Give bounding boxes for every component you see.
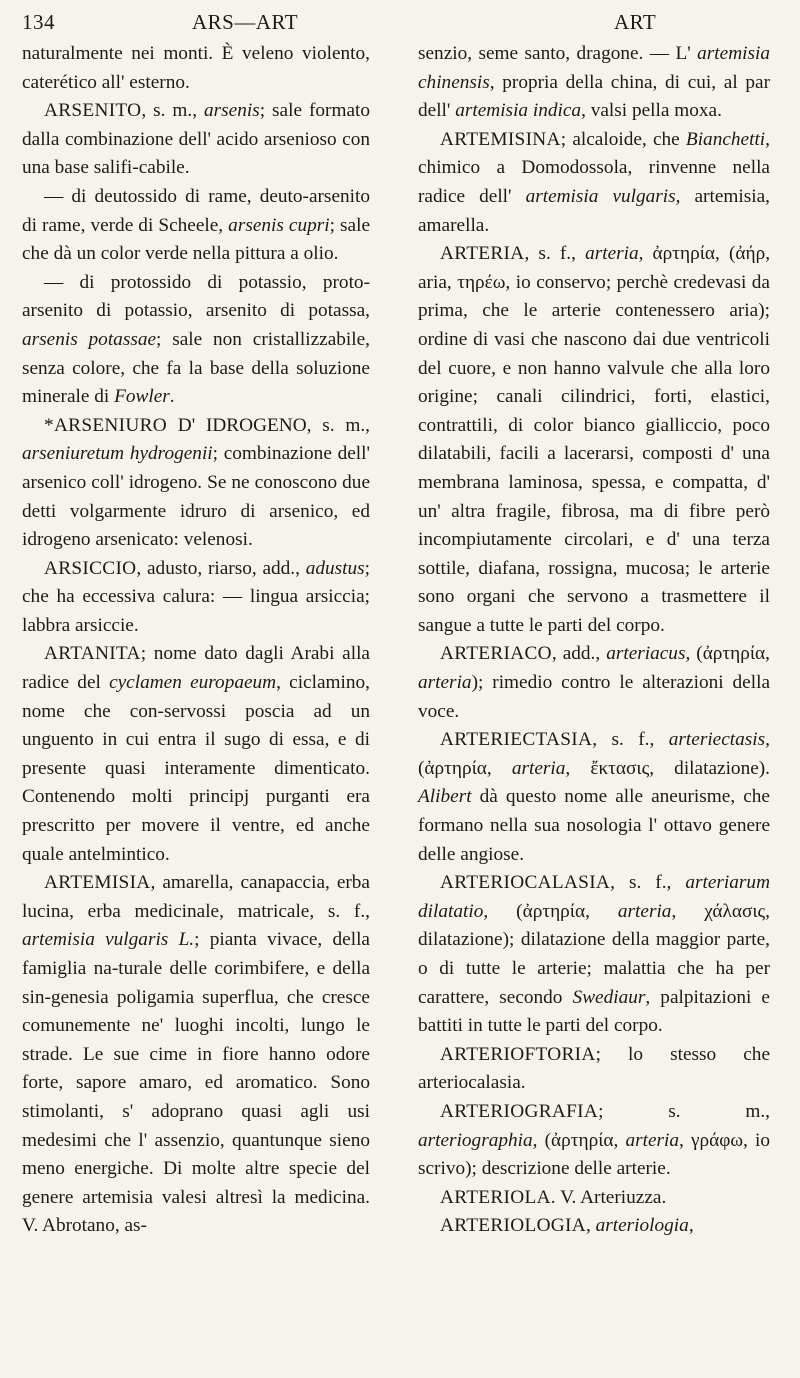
entry-arteriaco: ARTERIACO, add., arteriacus, (ἀρτηρία, arteria); rimedio contro le alterazioni della voce. xyxy=(418,643,770,722)
entry-arteriectasia: ARTERIECTASIA, s. f., arteriectasis, (ἀρτηρία, arteria, ἔκτασις, dilatazione). Alibert dà questo nome alle aneurisme, che formano nella sua nosologia l' ottavo genere delle angiose. xyxy=(418,729,771,865)
entry-arsenico-continuation: naturalmente nei monti. È veleno violento, caterético all' esterno. xyxy=(22,43,370,93)
entry-artemisia: ARTEMISIA, amarella, canapaccia, erba lucina, erba medicinale, matricale, s. f., artemisia vulgaris L.; pianta vivace, della famiglia na-turale delle corimbifere, e della sin-genesia poligamia superflua, che cresce comunemente ne' luoghi incolti, lungo le strade. Le sue cime in fiore hanno odore forte, sapore amaro, ed aromatico. Sono stimolanti, s' adoprano quasi agli usi medesimi che l' assenzio, quantunque sieno meno energiche. Di molte altre specie del genere artemisia valesi altresì la medicina. V. Abrotano, as- xyxy=(22,872,370,1237)
entry-arteria: ARTERIA, s. f., arteria, ἀρτηρία, (ἀήρ, aria, τηρέω, io conservo; perchè credevasi da prima, che le arterie contenessero aria); ordine di vasi che nascono dai due ventricoli del cuore, e non hanno valvule che alla loro origine; canali cilindrici, forti, elastici, contrattili, di color bianco gialliccio, poco dilatabili, facili a lacerarsi, composti d' una membrana laminosa, spessa, e compatta, d' un' altra fragile, fibrosa, ma di fibre però incompiutamente circolari, e d' una terza sottile, diafana, rossigna, mucosa; le arterie sono organi che servono a trasmettere il sangue a tutte le parti del corpo. xyxy=(418,243,771,636)
entry-arsiccio: ARSICCIO, adusto, riarso, add., adustus; che ha eccessiva calura: — lingua arsiccia; labbra arsiccie. xyxy=(22,557,370,636)
right-running-head: ART xyxy=(614,10,657,34)
entry-arteriologia: ARTERIOLOGIA, arteriologia, xyxy=(440,1215,694,1237)
entry-arterioftoria: ARTERIOFTORIA; lo stesso che arteriocalasia. xyxy=(418,1043,770,1094)
right-column xyxy=(418,40,770,1241)
entry-arteriografia: ARTERIOGRAFIA; s. m., arteriographia, (ἀρτηρία, arteria, γράφω, io scrivo); descrizione delle arterie. xyxy=(418,1100,771,1180)
left-running-head: ARS—ART xyxy=(192,10,299,34)
running-header xyxy=(22,10,770,40)
entry-artemisina: ARTEMISINA; alcaloide, che Bianchetti, chimico a Domodossola, rinvenne nella radice dell' artemisia vulgaris, artemisia, amarella. xyxy=(418,128,770,236)
entry-arsenito: ARSENITO, s. m., arsenis; sale formato dalla combinazione dell' acido arsenioso con una base salifi-cabile. xyxy=(22,100,370,179)
left-column xyxy=(22,40,370,1241)
entry-arsenito-protossido-potassio: — di protossido di potassio, proto-arsenito di potassio, arsenito di potassa, arsenis potassae; sale non cristallizzabile, senza colore, che fa la base della soluzione minerale di Fowler. xyxy=(22,271,371,408)
page-number: 134 xyxy=(22,10,55,34)
entry-arteriola: ARTERIOLA. V. Arteriuzza. xyxy=(440,1186,667,1208)
entry-artemisia-continuation: senzio, seme santo, dragone. — L' artemisia chinensis, propria della china, di cui, al par dell' artemisia indica, valsi pella moxa. xyxy=(418,43,770,122)
entry-arteriocalasia: ARTERIOCALASIA, s. f., arteriarum dilatatio, (ἀρτηρία, arteria, χάλασις, dilatazione); dilatazione della maggior parte, o di tutte le arterie; malattia che ha per carattere, secondo Swediaur, palpitazioni e battiti in tutte le parti del corpo. xyxy=(418,872,770,1037)
entry-artanita: ARTANITA; nome dato dagli Arabi alla radice del cyclamen europaeum, ciclaminо, nome che con-servossi poscia ad un unguento in cui entra il sugo di essa, e di presente quasi interamente dimenticato. Contenendo molti principj purganti era prescritto per movere il ventre, ed anche quale antelmintico. xyxy=(22,643,370,865)
entry-arsenito-deutossido-rame: — di deutossido di rame, deuto-arsenito di rame, verde di Scheele, arsenis cupri; sale che dà un color verde nella pittura a olio. xyxy=(22,185,371,265)
entry-arseniuro-idrogeno: *ARSENIURO D' IDROGENO, s. m., arseniuretum hydrogenii; combinazione dell' arsenico coll' idrogeno. Se ne conoscono due detti volgarmente idruro di arsenico, ed idrogeno arsenicato: velenosi. xyxy=(22,414,370,551)
